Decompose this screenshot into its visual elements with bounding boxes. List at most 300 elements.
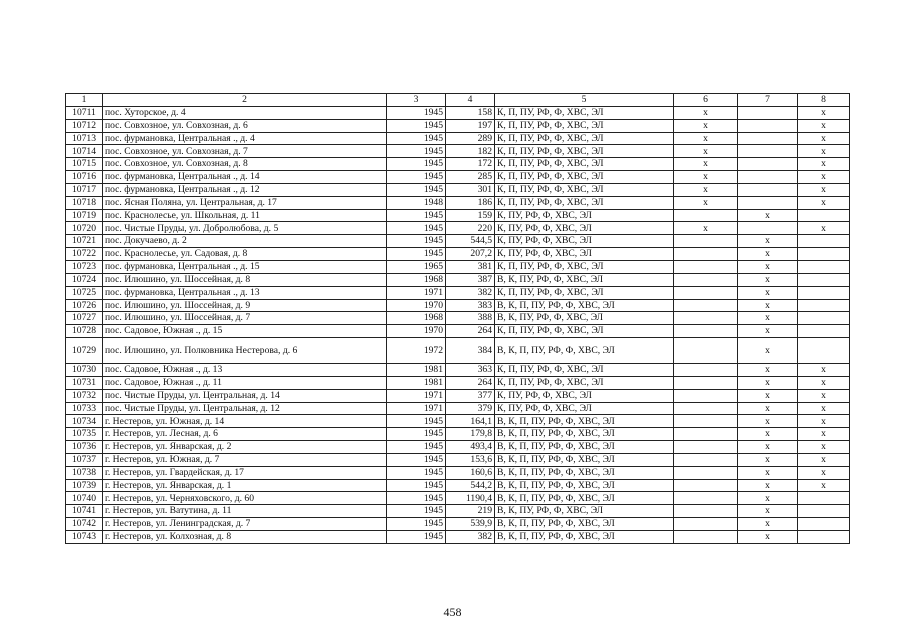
page-number: 458: [443, 605, 462, 619]
address-cell: пос. Чистые Пруды, ул. Добролюбова, д. 5: [103, 222, 387, 235]
mark-cell-6: х: [674, 119, 738, 132]
header-cell-3: 3: [387, 94, 446, 107]
works-cell: К, ПУ, РФ, Ф, ХВС, ЭЛ: [495, 209, 674, 222]
table-row: [66, 428, 850, 441]
table-row: [66, 479, 850, 492]
area-cell: 544,5: [446, 235, 495, 248]
header-cell-5: 5: [495, 94, 674, 107]
works-cell: В, К, ПУ, РФ, Ф, ХВС, ЭЛ: [495, 505, 674, 518]
row-number: 10723: [66, 260, 103, 273]
mark-cell-8: х: [798, 364, 850, 377]
mark-cell-8: х: [798, 222, 850, 235]
mark-cell-8: [798, 286, 850, 299]
mark-cell-6: [674, 479, 738, 492]
year-cell: 1945: [387, 106, 446, 119]
year-cell: 1945: [387, 428, 446, 441]
address-cell: пос. фурмановка, Центральная ., д. 12: [103, 183, 387, 196]
works-cell: К, ПУ, РФ, Ф, ХВС, ЭЛ: [495, 402, 674, 415]
address-cell: г. Нестеров, ул. Ленинградская, д. 7: [103, 518, 387, 531]
row-number: 10728: [66, 325, 103, 338]
row-number: 10733: [66, 402, 103, 415]
table-row: [66, 518, 850, 531]
table-body: [66, 106, 850, 543]
address-cell: пос. фурмановка, Центральная ., д. 4: [103, 132, 387, 145]
area-cell: 220: [446, 222, 495, 235]
area-cell: 382: [446, 286, 495, 299]
mark-cell-8: [798, 260, 850, 273]
year-cell: 1945: [387, 119, 446, 132]
works-cell: К, П, ПУ, РФ, Ф, ХВС, ЭЛ: [495, 171, 674, 184]
area-cell: 285: [446, 171, 495, 184]
table-row: [66, 183, 850, 196]
area-cell: 383: [446, 299, 495, 312]
area-cell: 384: [446, 338, 495, 364]
table-row: [66, 273, 850, 286]
address-cell: пос. фурмановка, Центральная ., д. 14: [103, 171, 387, 184]
mark-cell-6: х: [674, 171, 738, 184]
works-cell: К, П, ПУ, РФ, Ф, ХВС, ЭЛ: [495, 286, 674, 299]
mark-cell-8: [798, 338, 850, 364]
register-table: [65, 93, 850, 544]
address-cell: пос. Совхозное, ул. Совхозная, д. 6: [103, 119, 387, 132]
address-cell: г. Нестеров, ул. Ватутина, д. 11: [103, 505, 387, 518]
row-number: 10742: [66, 518, 103, 531]
area-cell: 264: [446, 376, 495, 389]
mark-cell-6: [674, 248, 738, 261]
address-cell: пос. Садовое, Южная ., д. 13: [103, 364, 387, 377]
mark-cell-7: х: [738, 531, 798, 544]
mark-cell-7: х: [738, 248, 798, 261]
year-cell: 1971: [387, 389, 446, 402]
mark-cell-7: х: [738, 428, 798, 441]
table-row: [66, 389, 850, 402]
year-cell: 1945: [387, 415, 446, 428]
works-cell: К, П, ПУ, РФ, Ф, ХВС, ЭЛ: [495, 119, 674, 132]
row-number: 10735: [66, 428, 103, 441]
mark-cell-7: х: [738, 415, 798, 428]
works-cell: В, К, П, ПУ, РФ, Ф, ХВС, ЭЛ: [495, 453, 674, 466]
works-cell: В, К, ПУ, РФ, Ф, ХВС, ЭЛ: [495, 273, 674, 286]
mark-cell-6: [674, 453, 738, 466]
area-cell: 544,2: [446, 479, 495, 492]
table-row: [66, 171, 850, 184]
area-cell: 379: [446, 402, 495, 415]
mark-cell-7: [738, 158, 798, 171]
year-cell: 1945: [387, 479, 446, 492]
row-number: 10722: [66, 248, 103, 261]
mark-cell-6: [674, 389, 738, 402]
mark-cell-8: х: [798, 376, 850, 389]
row-number: 10725: [66, 286, 103, 299]
mark-cell-6: [674, 376, 738, 389]
mark-cell-6: х: [674, 106, 738, 119]
mark-cell-8: х: [798, 402, 850, 415]
mark-cell-7: [738, 119, 798, 132]
mark-cell-6: [674, 466, 738, 479]
table-row: [66, 235, 850, 248]
mark-cell-8: х: [798, 132, 850, 145]
mark-cell-7: [738, 145, 798, 158]
area-cell: 159: [446, 209, 495, 222]
header-cell-2: 2: [103, 94, 387, 107]
table-row: [66, 415, 850, 428]
area-cell: 289: [446, 132, 495, 145]
mark-cell-6: х: [674, 158, 738, 171]
table-row: [66, 196, 850, 209]
mark-cell-7: х: [738, 376, 798, 389]
row-number: 10719: [66, 209, 103, 222]
works-cell: К, ПУ, РФ, Ф, ХВС, ЭЛ: [495, 235, 674, 248]
area-cell: 179,8: [446, 428, 495, 441]
mark-cell-8: [798, 518, 850, 531]
mark-cell-7: х: [738, 402, 798, 415]
table-row: [66, 209, 850, 222]
area-cell: 197: [446, 119, 495, 132]
mark-cell-6: [674, 273, 738, 286]
mark-cell-8: х: [798, 415, 850, 428]
row-number: 10724: [66, 273, 103, 286]
row-number: 10741: [66, 505, 103, 518]
area-cell: 381: [446, 260, 495, 273]
year-cell: 1945: [387, 171, 446, 184]
mark-cell-6: [674, 402, 738, 415]
mark-cell-8: [798, 492, 850, 505]
mark-cell-7: х: [738, 479, 798, 492]
works-cell: В, К, П, ПУ, РФ, Ф, ХВС, ЭЛ: [495, 531, 674, 544]
mark-cell-7: х: [738, 389, 798, 402]
mark-cell-6: [674, 492, 738, 505]
mark-cell-6: х: [674, 183, 738, 196]
table-row: [66, 145, 850, 158]
year-cell: 1971: [387, 402, 446, 415]
mark-cell-6: х: [674, 145, 738, 158]
mark-cell-8: х: [798, 106, 850, 119]
row-number: 10714: [66, 145, 103, 158]
mark-cell-8: х: [798, 428, 850, 441]
mark-cell-6: х: [674, 222, 738, 235]
mark-cell-8: х: [798, 119, 850, 132]
mark-cell-8: [798, 235, 850, 248]
mark-cell-7: х: [738, 441, 798, 454]
address-cell: пос. Илюшино, ул. Шоссейная, д. 9: [103, 299, 387, 312]
mark-cell-8: х: [798, 145, 850, 158]
row-number: 10729: [66, 338, 103, 364]
header-cell-1: 1: [66, 94, 103, 107]
mark-cell-7: х: [738, 312, 798, 325]
year-cell: 1970: [387, 299, 446, 312]
mark-cell-7: х: [738, 273, 798, 286]
mark-cell-7: х: [738, 260, 798, 273]
mark-cell-8: х: [798, 183, 850, 196]
table-row: [66, 119, 850, 132]
mark-cell-6: х: [674, 132, 738, 145]
mark-cell-8: х: [798, 196, 850, 209]
year-cell: 1968: [387, 312, 446, 325]
mark-cell-8: [798, 325, 850, 338]
year-cell: 1981: [387, 364, 446, 377]
address-cell: г. Нестеров, ул. Январская, д. 2: [103, 441, 387, 454]
row-number: 10734: [66, 415, 103, 428]
address-cell: пос. фурмановка, Центральная ., д. 13: [103, 286, 387, 299]
mark-cell-6: [674, 415, 738, 428]
year-cell: 1945: [387, 235, 446, 248]
works-cell: К, ПУ, РФ, Ф, ХВС, ЭЛ: [495, 222, 674, 235]
table-header: [66, 94, 850, 107]
area-cell: 264: [446, 325, 495, 338]
mark-cell-6: [674, 235, 738, 248]
mark-cell-6: [674, 531, 738, 544]
works-cell: В, К, П, ПУ, РФ, Ф, ХВС, ЭЛ: [495, 299, 674, 312]
area-cell: 377: [446, 389, 495, 402]
mark-cell-7: х: [738, 235, 798, 248]
mark-cell-7: х: [738, 505, 798, 518]
works-cell: К, П, ПУ, РФ, Ф, ХВС, ЭЛ: [495, 158, 674, 171]
mark-cell-6: [674, 312, 738, 325]
works-cell: В, К, П, ПУ, РФ, Ф, ХВС, ЭЛ: [495, 518, 674, 531]
mark-cell-7: х: [738, 325, 798, 338]
works-cell: К, П, ПУ, РФ, Ф, ХВС, ЭЛ: [495, 376, 674, 389]
year-cell: 1948: [387, 196, 446, 209]
address-cell: пос. Садовое, Южная ., д. 11: [103, 376, 387, 389]
year-cell: 1945: [387, 222, 446, 235]
year-cell: 1945: [387, 132, 446, 145]
row-number: 10721: [66, 235, 103, 248]
mark-cell-8: [798, 273, 850, 286]
address-cell: г. Нестеров, ул. Южная, д. 7: [103, 453, 387, 466]
area-cell: 158: [446, 106, 495, 119]
works-cell: В, К, ПУ, РФ, Ф, ХВС, ЭЛ: [495, 312, 674, 325]
mark-cell-7: х: [738, 299, 798, 312]
works-cell: К, П, ПУ, РФ, Ф, ХВС, ЭЛ: [495, 260, 674, 273]
header-cell-8: 8: [798, 94, 850, 107]
mark-cell-6: [674, 441, 738, 454]
address-cell: пос. Чистые Пруды, ул. Центральная, д. 14: [103, 389, 387, 402]
works-cell: В, К, П, ПУ, РФ, Ф, ХВС, ЭЛ: [495, 441, 674, 454]
table-row: [66, 441, 850, 454]
area-cell: 301: [446, 183, 495, 196]
mark-cell-7: х: [738, 364, 798, 377]
year-cell: 1970: [387, 325, 446, 338]
works-cell: К, П, ПУ, РФ, Ф, ХВС, ЭЛ: [495, 196, 674, 209]
table-row: [66, 466, 850, 479]
table-row: [66, 325, 850, 338]
row-number: 10736: [66, 441, 103, 454]
header-row: [66, 94, 850, 107]
area-cell: 160,6: [446, 466, 495, 479]
mark-cell-8: [798, 312, 850, 325]
works-cell: К, П, ПУ, РФ, Ф, ХВС, ЭЛ: [495, 325, 674, 338]
mark-cell-6: [674, 260, 738, 273]
area-cell: 207,2: [446, 248, 495, 261]
row-number: 10715: [66, 158, 103, 171]
table-row: [66, 106, 850, 119]
mark-cell-7: х: [738, 492, 798, 505]
mark-cell-6: [674, 505, 738, 518]
year-cell: 1945: [387, 453, 446, 466]
row-number: 10716: [66, 171, 103, 184]
area-cell: 172: [446, 158, 495, 171]
row-number: 10727: [66, 312, 103, 325]
mark-cell-7: х: [738, 338, 798, 364]
mark-cell-6: х: [674, 196, 738, 209]
mark-cell-8: х: [798, 389, 850, 402]
area-cell: 153,6: [446, 453, 495, 466]
year-cell: 1945: [387, 492, 446, 505]
mark-cell-7: х: [738, 286, 798, 299]
address-cell: пос. Чистые Пруды, ул. Центральная, д. 12: [103, 402, 387, 415]
mark-cell-7: [738, 183, 798, 196]
works-cell: К, П, ПУ, РФ, Ф, ХВС, ЭЛ: [495, 183, 674, 196]
year-cell: 1945: [387, 466, 446, 479]
mark-cell-6: [674, 338, 738, 364]
table-row: [66, 158, 850, 171]
area-cell: 382: [446, 531, 495, 544]
mark-cell-8: [798, 531, 850, 544]
year-cell: 1971: [387, 286, 446, 299]
area-cell: 219: [446, 505, 495, 518]
address-cell: пос. Совхозное, ул. Совхозная, д. 8: [103, 158, 387, 171]
table-row: [66, 222, 850, 235]
address-cell: г. Нестеров, ул. Колхозная, д. 8: [103, 531, 387, 544]
mark-cell-7: [738, 106, 798, 119]
row-number: 10726: [66, 299, 103, 312]
works-cell: В, К, П, ПУ, РФ, Ф, ХВС, ЭЛ: [495, 338, 674, 364]
address-cell: пос. Илюшино, ул. Шоссейная, д. 7: [103, 312, 387, 325]
header-cell-6: 6: [674, 94, 738, 107]
mark-cell-6: [674, 325, 738, 338]
table-row: [66, 260, 850, 273]
row-number: 10720: [66, 222, 103, 235]
works-cell: К, П, ПУ, РФ, Ф, ХВС, ЭЛ: [495, 106, 674, 119]
address-cell: пос. Хуторское, д. 4: [103, 106, 387, 119]
works-cell: К, ПУ, РФ, Ф, ХВС, ЭЛ: [495, 248, 674, 261]
mark-cell-8: х: [798, 171, 850, 184]
address-cell: пос. Краснолесье, ул. Школьная, д. 11: [103, 209, 387, 222]
year-cell: 1945: [387, 441, 446, 454]
year-cell: 1945: [387, 531, 446, 544]
mark-cell-8: х: [798, 453, 850, 466]
mark-cell-7: х: [738, 466, 798, 479]
address-cell: пос. Илюшино, ул. Шоссейная, д. 8: [103, 273, 387, 286]
table-row: [66, 364, 850, 377]
mark-cell-6: [674, 428, 738, 441]
row-number: 10737: [66, 453, 103, 466]
address-cell: пос. Докучаево, д. 2: [103, 235, 387, 248]
works-cell: В, К, П, ПУ, РФ, Ф, ХВС, ЭЛ: [495, 415, 674, 428]
address-cell: г. Нестеров, ул. Январская, д. 1: [103, 479, 387, 492]
table-row: [66, 248, 850, 261]
row-number: 10711: [66, 106, 103, 119]
header-cell-4: 4: [446, 94, 495, 107]
year-cell: 1945: [387, 248, 446, 261]
area-cell: 164,1: [446, 415, 495, 428]
row-number: 10738: [66, 466, 103, 479]
table-row: [66, 132, 850, 145]
year-cell: 1965: [387, 260, 446, 273]
mark-cell-6: [674, 518, 738, 531]
address-cell: пос. Садовое, Южная ., д. 15: [103, 325, 387, 338]
address-cell: г. Нестеров, ул. Лесная, д. 6: [103, 428, 387, 441]
mark-cell-7: [738, 196, 798, 209]
mark-cell-6: [674, 286, 738, 299]
year-cell: 1945: [387, 518, 446, 531]
year-cell: 1945: [387, 505, 446, 518]
mark-cell-6: [674, 364, 738, 377]
works-cell: В, К, П, ПУ, РФ, Ф, ХВС, ЭЛ: [495, 466, 674, 479]
table-row: [66, 338, 850, 364]
area-cell: 388: [446, 312, 495, 325]
table-row: [66, 286, 850, 299]
row-number: 10730: [66, 364, 103, 377]
mark-cell-8: х: [798, 466, 850, 479]
year-cell: 1945: [387, 183, 446, 196]
area-cell: 539,9: [446, 518, 495, 531]
mark-cell-7: х: [738, 209, 798, 222]
mark-cell-7: х: [738, 453, 798, 466]
mark-cell-8: х: [798, 158, 850, 171]
table-row: [66, 376, 850, 389]
mark-cell-7: [738, 171, 798, 184]
row-number: 10732: [66, 389, 103, 402]
mark-cell-8: [798, 209, 850, 222]
mark-cell-8: [798, 248, 850, 261]
mark-cell-7: [738, 132, 798, 145]
table-row: [66, 453, 850, 466]
year-cell: 1972: [387, 338, 446, 364]
works-cell: В, К, П, ПУ, РФ, Ф, ХВС, ЭЛ: [495, 492, 674, 505]
table-row: [66, 531, 850, 544]
address-cell: г. Нестеров, ул. Южная, д. 14: [103, 415, 387, 428]
mark-cell-8: х: [798, 441, 850, 454]
row-number: 10718: [66, 196, 103, 209]
area-cell: 186: [446, 196, 495, 209]
row-number: 10731: [66, 376, 103, 389]
address-cell: г. Нестеров, ул. Гвардейская, д. 17: [103, 466, 387, 479]
row-number: 10712: [66, 119, 103, 132]
mark-cell-6: [674, 299, 738, 312]
works-cell: К, П, ПУ, РФ, Ф, ХВС, ЭЛ: [495, 132, 674, 145]
area-cell: 493,4: [446, 441, 495, 454]
address-cell: пос. Совхозное, ул. Совхозная, д. 7: [103, 145, 387, 158]
row-number: 10740: [66, 492, 103, 505]
table-row: [66, 505, 850, 518]
works-cell: К, П, ПУ, РФ, Ф, ХВС, ЭЛ: [495, 364, 674, 377]
year-cell: 1981: [387, 376, 446, 389]
table-row: [66, 299, 850, 312]
address-cell: пос. Ясная Поляна, ул. Центральная, д. 17: [103, 196, 387, 209]
table-row: [66, 402, 850, 415]
row-number: 10713: [66, 132, 103, 145]
address-cell: пос. Краснолесье, ул. Садовая, д. 8: [103, 248, 387, 261]
mark-cell-7: [738, 222, 798, 235]
row-number: 10739: [66, 479, 103, 492]
mark-cell-8: х: [798, 479, 850, 492]
year-cell: 1945: [387, 158, 446, 171]
mark-cell-7: х: [738, 518, 798, 531]
mark-cell-6: [674, 209, 738, 222]
mark-cell-8: [798, 505, 850, 518]
year-cell: 1968: [387, 273, 446, 286]
row-number: 10743: [66, 531, 103, 544]
mark-cell-8: [798, 299, 850, 312]
table-row: [66, 492, 850, 505]
area-cell: 182: [446, 145, 495, 158]
works-cell: В, К, П, ПУ, РФ, Ф, ХВС, ЭЛ: [495, 479, 674, 492]
header-cell-7: 7: [738, 94, 798, 107]
area-cell: 387: [446, 273, 495, 286]
works-cell: В, К, П, ПУ, РФ, Ф, ХВС, ЭЛ: [495, 428, 674, 441]
row-number: 10717: [66, 183, 103, 196]
